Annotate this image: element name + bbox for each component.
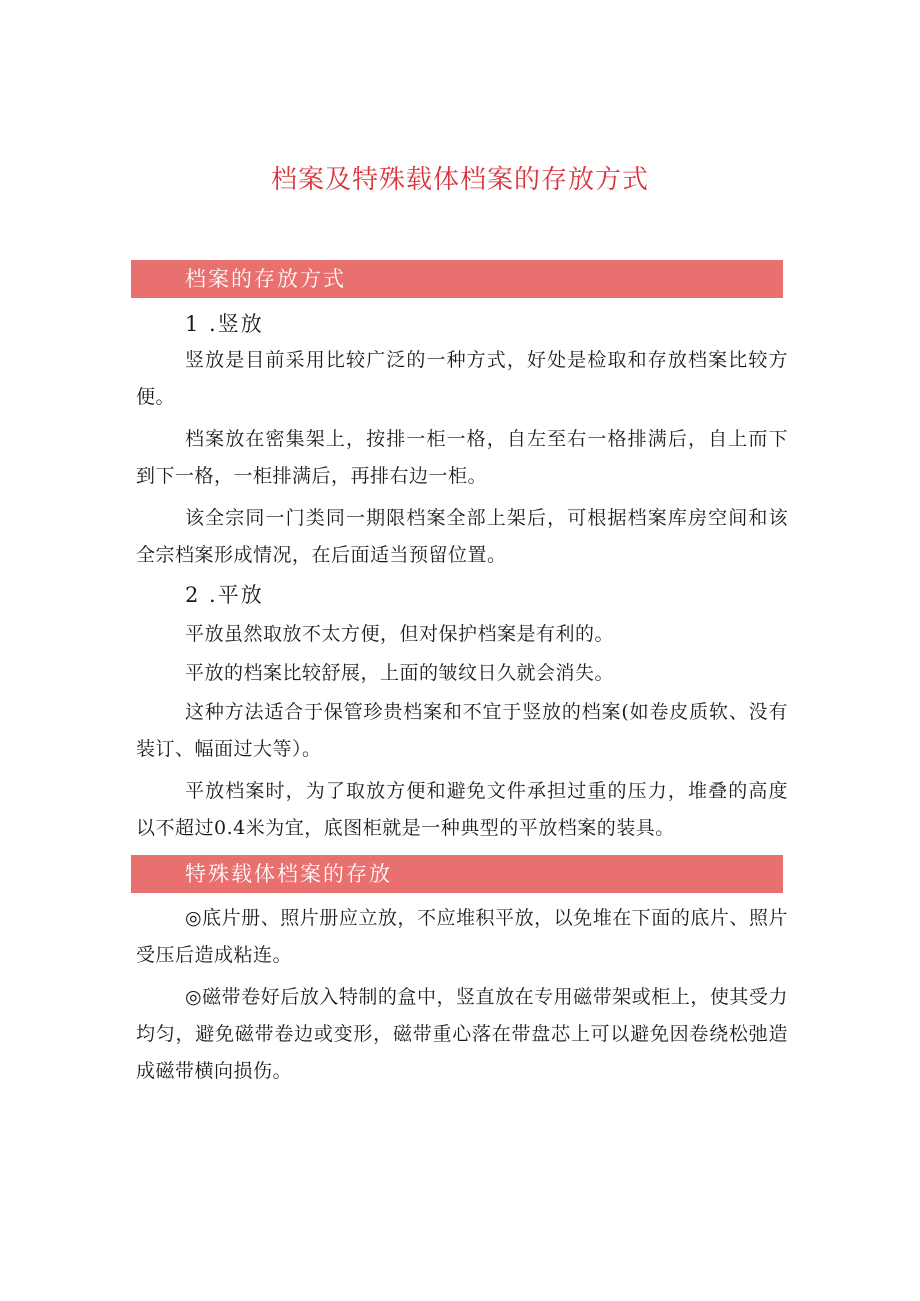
paragraph-flat-height: 平放档案时，为了取放方便和避免文件承担过重的压力，堆叠的高度以不超过0.4米为宜，底图柜就是一种典型的平放档案的装具。 <box>136 780 788 839</box>
paragraph-vertical-reserve: 该全宗同一门类同一期限档案全部上架后，可根据档案库房空间和该全宗档案形成情况，在后面适当预留位置。 <box>136 507 788 566</box>
subheading-flat: 2 .平放 <box>185 583 264 607</box>
paragraph-photo-albums: ◎底片册、照片册应立放，不应堆积平放，以免堆在下面的底片、照片受压后造成粘连。 <box>136 907 788 966</box>
paragraph-flat-protect: 平放虽然取放不太方便，但对保护档案是有利的。 <box>185 623 615 645</box>
paragraph-vertical-shelving: 档案放在密集架上，按排一柜一格，自左至右一格排满后，自上而下到下一格，一柜排满后，再排右边一柜。 <box>136 428 788 487</box>
paragraph-magnetic-tape: ◎磁带卷好后放入特制的盒中，竖直放在专用磁带架或柜上，使其受力均匀，避免磁带卷边或变形，磁带重心落在带盘芯上可以避免因卷绕松弛造成磁带横向损伤。 <box>136 986 788 1082</box>
paragraph-flat-suitable: 这种方法适合于保管珍贵档案和不宜于竖放的档案(如卷皮质软、没有装订、幅面过大等）。 <box>136 701 788 760</box>
subheading-vertical: 1 .竖放 <box>185 312 264 336</box>
section-header-special-media: 特殊载体档案的存放 <box>131 855 783 893</box>
page-title: 档案及特殊载体档案的存放方式 <box>270 165 649 195</box>
paragraph-flat-wrinkles: 平放的档案比较舒展，上面的皱纹日久就会消失。 <box>185 662 615 684</box>
section-header-archive-storage: 档案的存放方式 <box>131 260 783 298</box>
paragraph-vertical-advantage: 竖放是目前采用比较广泛的一种方式，好处是检取和存放档案比较方便。 <box>136 349 788 408</box>
